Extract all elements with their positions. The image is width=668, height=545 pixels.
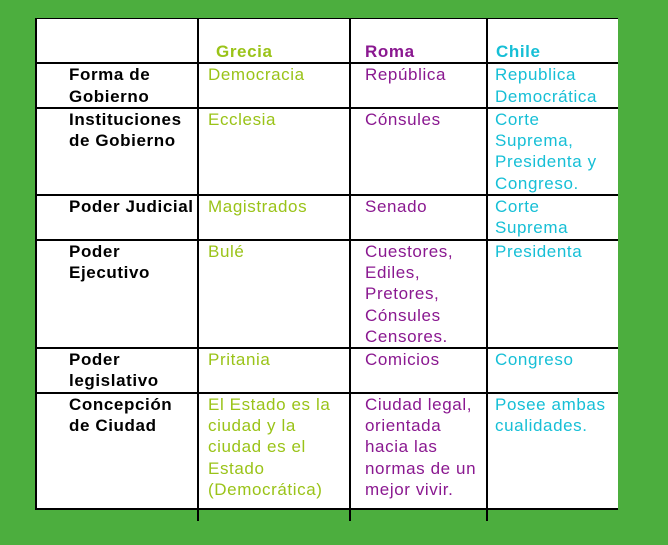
header-roma: Roma [350,19,487,63]
cell-chile: Republica Democrática [487,63,618,108]
cell-chile: Presidenta [487,240,618,348]
row-label: Poder Ejecutivo [37,240,198,348]
cell-chile: Corte Suprema, Presidenta y Congreso. [487,108,618,195]
header-grecia: Grecia [198,19,350,63]
table-row [37,393,618,521]
cell-roma: Ciudad legal, orientada hacia las normas de un mejor vivir. [350,393,487,521]
cell-grecia: Bulé [198,240,350,348]
cell-grecia: Pritania [198,348,350,393]
header-empty-cell [37,19,198,63]
cell-chile: Congreso [487,348,618,393]
cell-chile: Posee ambas cualidades. [487,393,618,521]
table-row [37,348,618,393]
cell-roma: Cuestores, Ediles, Pretores, Cónsules Censores. [350,240,487,348]
cell-grecia: Ecclesia [198,108,350,195]
cell-chile: Corte Suprema [487,195,618,240]
table-row [37,108,618,195]
cell-roma: Cónsules [350,108,487,195]
row-label: Instituciones de Gobierno [37,108,198,195]
row-label: Forma de Gobierno [37,63,198,108]
cell-roma: Comicios [350,348,487,393]
cell-roma: Senado [350,195,487,240]
cell-grecia: Democracia [198,63,350,108]
row-label: Poder legislativo [37,348,198,393]
cell-grecia: El Estado es la ciudad y la ciudad es el Estado (Democrática) [198,393,350,521]
cell-roma: República [350,63,487,108]
table-row [37,63,618,108]
table-row [37,195,618,240]
cell-grecia: Magistrados [198,195,350,240]
row-label: Poder Judicial [37,195,198,240]
row-label: Concepción de Ciudad [37,393,198,521]
table-row [37,240,618,348]
comparison-table [37,19,618,521]
header-chile: Chile [487,19,618,63]
header-row [37,19,618,63]
comparison-table-panel [35,18,618,510]
